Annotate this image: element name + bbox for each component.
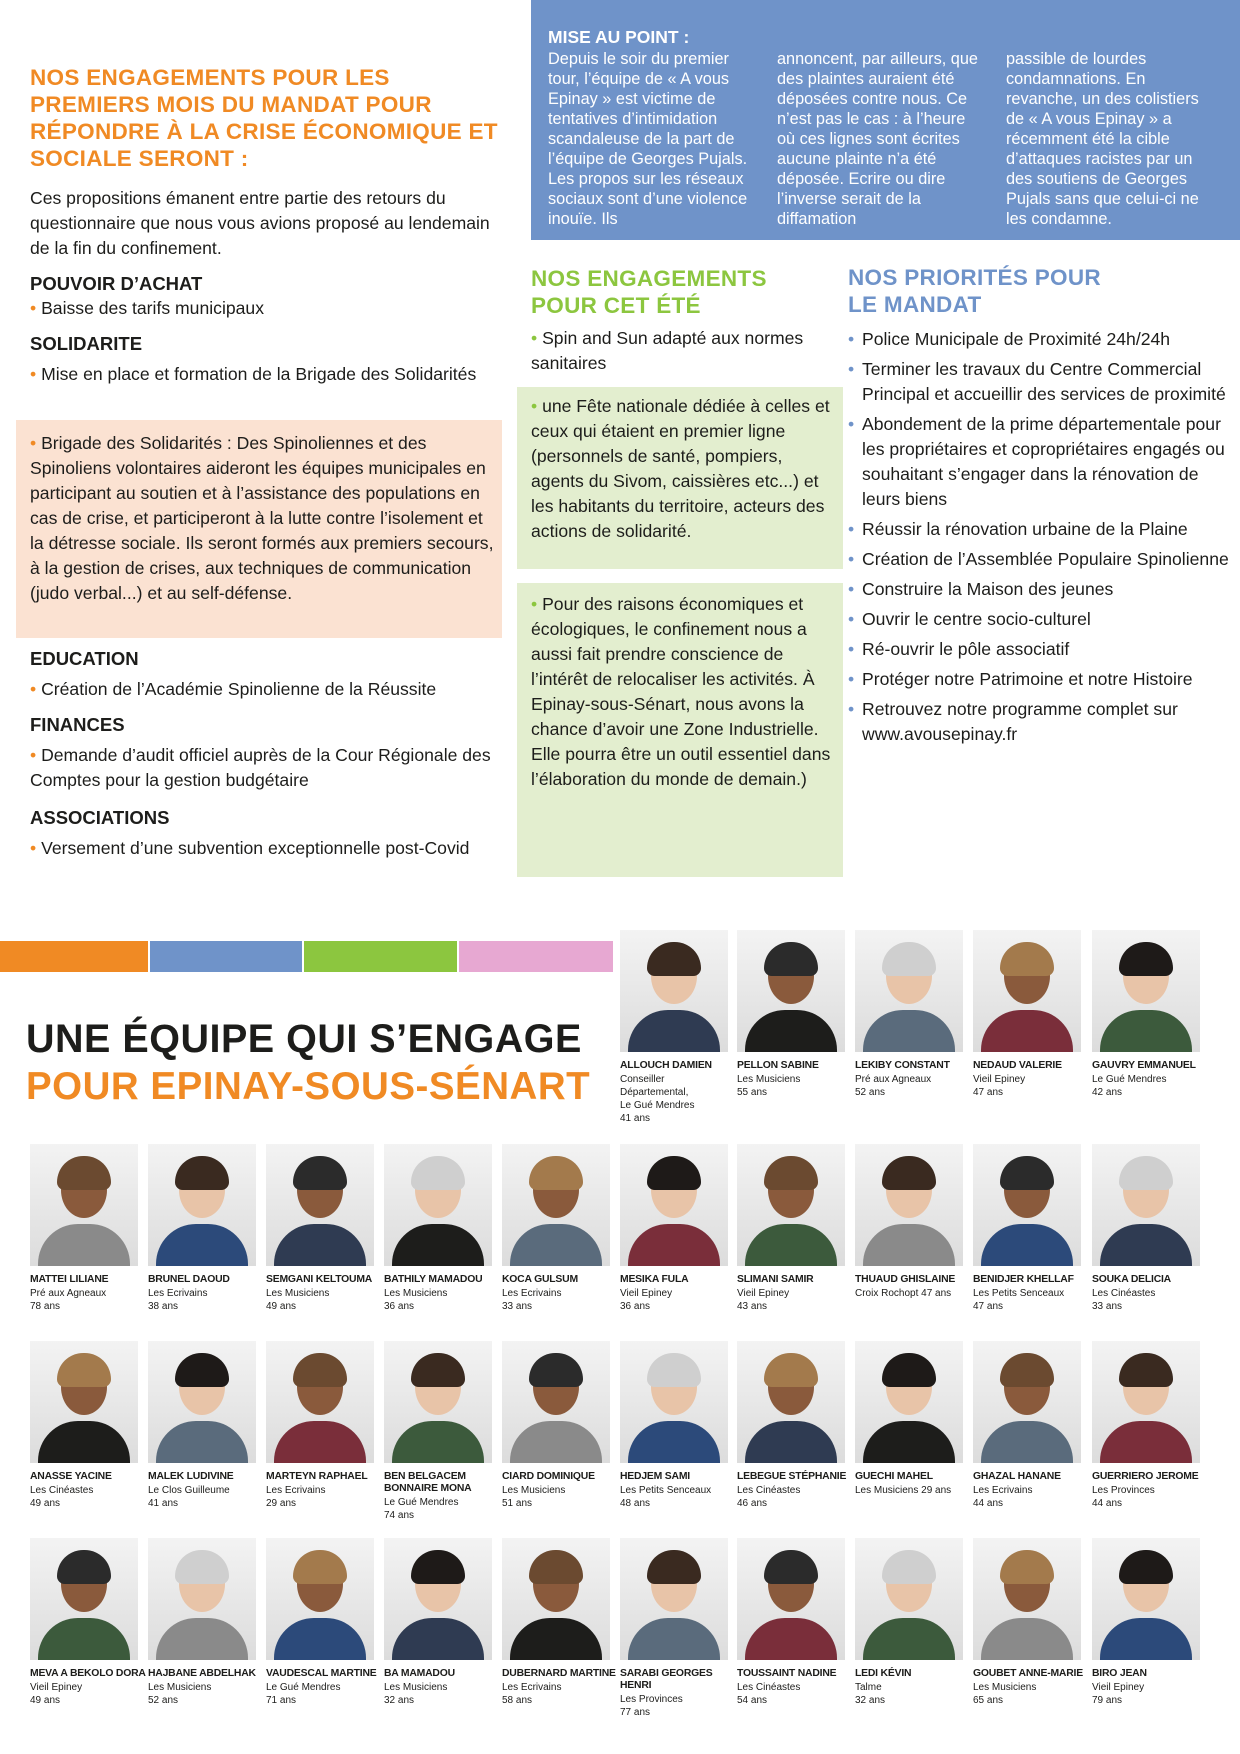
team-member bbox=[502, 1341, 620, 1510]
member-photo bbox=[737, 1341, 845, 1463]
bullet-icon: • bbox=[30, 679, 37, 699]
member-info: Les Petits Senceaux 47 ans bbox=[973, 1288, 1065, 1312]
member-photo bbox=[384, 1341, 492, 1463]
team-member bbox=[973, 1538, 1091, 1707]
team-member bbox=[737, 930, 855, 1099]
member-name: TOUSSAINT NADINE bbox=[737, 1668, 837, 1679]
team-member bbox=[973, 1144, 1091, 1313]
team-member bbox=[266, 1341, 384, 1510]
member-name: NEDAUD VALERIE bbox=[973, 1060, 1062, 1071]
team-member bbox=[266, 1144, 384, 1313]
member-photo bbox=[855, 1538, 963, 1660]
member-info: Les Musiciens 29 ans bbox=[855, 1485, 952, 1496]
finances-heading: FINANCES bbox=[30, 714, 125, 735]
member-photo bbox=[620, 1341, 728, 1463]
member-info: Les Musiciens 55 ans bbox=[737, 1074, 801, 1098]
member-photo bbox=[855, 930, 963, 1052]
member-name: MEVA A BEKOLO DORA bbox=[30, 1668, 146, 1679]
member-name: BIRO JEAN bbox=[1092, 1668, 1147, 1679]
bullet-icon: • bbox=[531, 396, 538, 416]
member-name: GHAZAL HANANE bbox=[973, 1471, 1061, 1482]
bullet-icon: • bbox=[848, 519, 855, 539]
priorites-mandat-title: NOS PRIORITÉS POUR LE MANDAT bbox=[848, 265, 1101, 317]
member-info: Vieil Epiney 49 ans bbox=[30, 1682, 83, 1706]
priorite-item: • Création de l’Assemblée Populaire Spinolienne bbox=[848, 547, 1233, 572]
member-photo bbox=[384, 1144, 492, 1266]
team-title: UNE ÉQUIPE QUI S’ENGAGE bbox=[26, 1017, 582, 1061]
priorite-item: • Retrouvez notre programme complet sur www.avousepinay.fr bbox=[848, 699, 1178, 744]
bullet-icon: • bbox=[848, 699, 855, 719]
team-member bbox=[737, 1144, 855, 1313]
member-name: MATTEI LILIANE bbox=[30, 1274, 109, 1285]
team-member bbox=[737, 1341, 855, 1510]
bullet-icon: • bbox=[848, 329, 855, 349]
education-item: • Création de l’Académie Spinolienne de la Réussite bbox=[30, 679, 437, 699]
member-info: Vieil Epiney 47 ans bbox=[973, 1074, 1026, 1098]
member-photo bbox=[502, 1538, 610, 1660]
member-name: LEBEGUE STÉPHANIE bbox=[737, 1471, 847, 1482]
member-info: Les Musiciens 32 ans bbox=[384, 1682, 448, 1706]
engagements-ete-title: NOS ENGAGEMENTS POUR CET ÉTÉ bbox=[531, 266, 767, 318]
member-info: Les Provinces 44 ans bbox=[1092, 1485, 1155, 1509]
member-photo bbox=[148, 1341, 256, 1463]
member-photo bbox=[502, 1144, 610, 1266]
member-name: MARTEYN RAPHAEL bbox=[266, 1471, 368, 1482]
bullet-icon: • bbox=[531, 594, 538, 614]
bullet-icon: • bbox=[531, 328, 538, 348]
bullet-icon: • bbox=[848, 414, 855, 434]
bullet-icon: • bbox=[848, 579, 855, 599]
member-info: Les Ecrivains 44 ans bbox=[973, 1485, 1033, 1509]
member-info: Les Ecrivains 38 ans bbox=[148, 1288, 208, 1312]
team-member bbox=[620, 1341, 738, 1510]
member-name: SOUKA DELICIA bbox=[1092, 1274, 1171, 1285]
member-name: BRUNEL DAOUD bbox=[148, 1274, 230, 1285]
priorite-item: • Construire la Maison des jeunes bbox=[848, 577, 1233, 602]
bullet-icon: • bbox=[848, 549, 855, 569]
member-photo bbox=[30, 1538, 138, 1660]
member-photo bbox=[973, 1144, 1081, 1266]
priorite-item: • Protéger notre Patrimoine et notre Histoire bbox=[848, 667, 1233, 692]
member-photo bbox=[737, 930, 845, 1052]
associations-heading: ASSOCIATIONS bbox=[30, 807, 170, 828]
member-info: Les Musiciens 36 ans bbox=[384, 1288, 448, 1312]
member-photo bbox=[30, 1144, 138, 1266]
finances-item: • Demande d’audit officiel auprès de la Cour Régionale des Comptes pour la gestion budgétaire bbox=[30, 745, 491, 790]
member-info: Les Cinéastes 54 ans bbox=[737, 1682, 801, 1706]
brigade-solidarites-text: • Brigade des Solidarités : Des Spinoliennes et des Spinoliens volontaires aideront les équipes municipales en participant au soutien et à l’assistance des populations en cas de crise, et participeront à la lutte contre l’isolement et la détresse sociale. Ils seront formés aux premiers secours, à la gestion de crises, aux techniques de communication (judo verbal...) et au self-défense. bbox=[30, 433, 494, 603]
ete-item-3: • Pour des raisons économiques et écologiques, le confinement nous a aussi fait prendre conscience de l’intérêt de relocaliser les activités. À Epinay-sous-Sénart, nous avons la chance d’avoir une Zone Industrielle. Elle pourra être un outil essentiel dans l’élaboration du monde de demain.) bbox=[531, 594, 831, 789]
member-info: Le Clos Guilleume 41 ans bbox=[148, 1485, 230, 1509]
member-photo bbox=[1092, 1538, 1200, 1660]
member-info: Conseiller Départemental, Le Gué Mendres 41 ans bbox=[620, 1074, 695, 1124]
member-photo bbox=[1092, 1341, 1200, 1463]
team-member bbox=[1092, 930, 1210, 1099]
priorite-item: • Ré-ouvrir le pôle associatif bbox=[848, 637, 1233, 662]
member-info: Les Musiciens 52 ans bbox=[148, 1682, 212, 1706]
bullet-icon: • bbox=[30, 838, 37, 858]
member-photo bbox=[855, 1144, 963, 1266]
member-info: Talme 32 ans bbox=[855, 1682, 886, 1706]
member-name: LEKIBY CONSTANT bbox=[855, 1060, 950, 1071]
member-name: SARABI GEORGES HENRI bbox=[620, 1668, 713, 1691]
member-info: Croix Rochopt 47 ans bbox=[855, 1288, 952, 1299]
member-name: MESIKA FULA bbox=[620, 1274, 689, 1285]
engagements-mandat-title: NOS ENGAGEMENTS POUR LES PREMIERS MOIS DU MANDAT POUR RÉPONDRE À LA CRISE ÉCONOMIQUE ET SOCIALE SERONT : bbox=[30, 65, 498, 171]
bullet-icon: • bbox=[848, 359, 855, 379]
member-photo bbox=[973, 1538, 1081, 1660]
education-heading: EDUCATION bbox=[30, 648, 139, 669]
team-member bbox=[30, 1144, 148, 1313]
member-photo bbox=[855, 1341, 963, 1463]
member-info: Les Cinéastes 49 ans bbox=[30, 1485, 94, 1509]
member-photo bbox=[737, 1144, 845, 1266]
team-member bbox=[384, 1538, 502, 1707]
member-name: ALLOUCH DAMIEN bbox=[620, 1060, 712, 1071]
member-name: BENIDJER KHELLAF bbox=[973, 1274, 1074, 1285]
member-info: Les Ecrivains 29 ans bbox=[266, 1485, 326, 1509]
member-info: Les Musiciens 65 ans bbox=[973, 1682, 1037, 1706]
strip-pink bbox=[459, 941, 613, 972]
member-name: BEN BELGACEM BONNAIRE MONA bbox=[384, 1471, 472, 1494]
member-photo bbox=[148, 1144, 256, 1266]
team-member bbox=[30, 1341, 148, 1510]
member-name: SEMGANI KELTOUMA bbox=[266, 1274, 373, 1285]
member-info: Pré aux Agneaux 52 ans bbox=[855, 1074, 932, 1098]
team-member bbox=[620, 1144, 738, 1313]
member-info: Les Musiciens 51 ans bbox=[502, 1485, 566, 1509]
priorite-item: • Abondement de la prime départementale pour les propriétaires et copropriétaires engagés ou souhaitant s’engager dans la rénovation de leurs biens bbox=[848, 414, 1225, 509]
member-photo bbox=[1092, 930, 1200, 1052]
solidarite-heading: SOLIDARITE bbox=[30, 333, 143, 354]
team-member bbox=[148, 1341, 266, 1510]
team-member bbox=[620, 1538, 738, 1719]
member-info: Les Cinéastes 33 ans bbox=[1092, 1288, 1156, 1312]
team-member bbox=[266, 1538, 384, 1707]
strip-orange bbox=[0, 941, 148, 972]
priorite-item: • Terminer les travaux du Centre Commercial Principal et accueillir des services de proximité bbox=[848, 359, 1226, 404]
member-name: VAUDESCAL MARTINE bbox=[266, 1668, 377, 1679]
team-subtitle: POUR EPINAY-SOUS-SÉNART bbox=[26, 1065, 591, 1108]
team-member bbox=[855, 1144, 973, 1300]
member-info: Vieil Epiney 79 ans bbox=[1092, 1682, 1145, 1706]
member-photo bbox=[266, 1144, 374, 1266]
team-member bbox=[502, 1538, 620, 1707]
member-info: Les Musiciens 49 ans bbox=[266, 1288, 330, 1312]
pouvoir-achat-item: • Baisse des tarifs municipaux bbox=[30, 298, 265, 318]
member-info: Vieil Epiney 43 ans bbox=[737, 1288, 790, 1312]
team-member bbox=[620, 930, 738, 1125]
member-info: Les Ecrivains 58 ans bbox=[502, 1682, 562, 1706]
member-photo bbox=[266, 1341, 374, 1463]
bullet-icon: • bbox=[848, 639, 855, 659]
member-photo bbox=[30, 1341, 138, 1463]
member-photo bbox=[973, 930, 1081, 1052]
priorite-item: • Ouvrir le centre socio-culturel bbox=[848, 607, 1233, 632]
member-photo bbox=[266, 1538, 374, 1660]
member-name: LEDI KÉVIN bbox=[855, 1668, 912, 1679]
priorite-item: • Police Municipale de Proximité 24h/24h bbox=[848, 327, 1233, 352]
member-name: CIARD DOMINIQUE bbox=[502, 1471, 595, 1482]
solidarite-item: • Mise en place et formation de la Brigade des Solidarités bbox=[30, 364, 477, 384]
member-name: ANASSE YACINE bbox=[30, 1471, 112, 1482]
bullet-icon: • bbox=[30, 364, 37, 384]
member-name: SLIMANI SAMIR bbox=[737, 1274, 814, 1285]
member-name: PELLON SABINE bbox=[737, 1060, 819, 1071]
bullet-icon: • bbox=[30, 298, 37, 318]
team-member bbox=[384, 1144, 502, 1313]
team-member bbox=[737, 1538, 855, 1707]
priorite-item: • Réussir la rénovation urbaine de la Plaine bbox=[848, 517, 1233, 542]
bullet-icon: • bbox=[30, 433, 37, 453]
member-info: Pré aux Agneaux 78 ans bbox=[30, 1288, 107, 1312]
priorites-list bbox=[848, 327, 1233, 752]
associations-item: • Versement d’une subvention exceptionnelle post-Covid bbox=[30, 838, 470, 858]
team-member bbox=[148, 1144, 266, 1313]
member-name: THUAUD GHISLAINE bbox=[855, 1274, 956, 1285]
pouvoir-achat-heading: POUVOIR D’ACHAT bbox=[30, 273, 203, 294]
member-name: GAUVRY EMMANUEL bbox=[1092, 1060, 1196, 1071]
team-member bbox=[384, 1341, 502, 1522]
bullet-icon: • bbox=[30, 745, 37, 765]
team-member bbox=[148, 1538, 266, 1707]
member-photo bbox=[973, 1341, 1081, 1463]
member-photo bbox=[502, 1341, 610, 1463]
member-info: Les Provinces 77 ans bbox=[620, 1694, 683, 1718]
ete-item-1: • Spin and Sun adapté aux normes sanitaires bbox=[531, 328, 804, 373]
member-info: Les Ecrivains 33 ans bbox=[502, 1288, 562, 1312]
mise-au-point-col3: passible de lourdes condamnations. En revanche, un des colistiers de « A vous Epinay » a récemment été la cible d’attaques racistes par un des soutiens de Georges Pujals sans que celui-ci ne les condamne. bbox=[1006, 50, 1199, 228]
member-photo bbox=[1092, 1144, 1200, 1266]
member-name: KOCA GULSUM bbox=[502, 1274, 578, 1285]
intro-paragraph: Ces propositions émanent entre partie des retours du questionnaire que nous vous avions proposé au lendemain de la fin du confinement. bbox=[30, 188, 490, 258]
member-info: Vieil Epiney 36 ans bbox=[620, 1288, 673, 1312]
team-member bbox=[30, 1538, 148, 1707]
strip-green bbox=[304, 941, 457, 972]
member-name: BATHILY MAMADOU bbox=[384, 1274, 483, 1285]
member-photo bbox=[620, 1144, 728, 1266]
bullet-icon: • bbox=[848, 669, 855, 689]
member-photo bbox=[737, 1538, 845, 1660]
team-member bbox=[1092, 1538, 1210, 1707]
strip-blue bbox=[150, 941, 302, 972]
member-name: HAJBANE ABDELHAK bbox=[148, 1668, 256, 1679]
member-info: Les Cinéastes 46 ans bbox=[737, 1485, 801, 1509]
member-info: Le Gué Mendres 74 ans bbox=[384, 1497, 459, 1521]
member-photo bbox=[148, 1538, 256, 1660]
team-member bbox=[1092, 1144, 1210, 1313]
member-info: Le Gué Mendres 71 ans bbox=[266, 1682, 341, 1706]
team-member bbox=[855, 1341, 973, 1497]
member-name: BA MAMADOU bbox=[384, 1668, 455, 1679]
member-name: DUBERNARD MARTINE bbox=[502, 1668, 616, 1679]
member-name: MALEK LUDIVINE bbox=[148, 1471, 234, 1482]
mise-au-point-title: MISE AU POINT : bbox=[548, 27, 690, 47]
team-member bbox=[855, 1538, 973, 1707]
member-photo bbox=[620, 930, 728, 1052]
mise-au-point-col1: Depuis le soir du premier tour, l’équipe de « A vous Epinay » est victime de tentatives d’intimidation scandaleuse de la part de l’équipe de Georges Pujals. Les propos sur les réseaux sociaux sont d’une violence inouïe. Ils bbox=[548, 50, 748, 228]
member-name: GUECHI MAHEL bbox=[855, 1471, 933, 1482]
member-info: Le Gué Mendres 42 ans bbox=[1092, 1074, 1167, 1098]
mise-au-point-col2: annoncent, par ailleurs, que des plaintes auraient été déposées contre nous. Ce n’est pas le cas : à l’heure où ces lignes sont écrites aucune plainte n’a été déposée. Ecrire ou dire l’inverse serait de la diffamation bbox=[777, 50, 978, 228]
team-member bbox=[973, 930, 1091, 1099]
member-photo bbox=[384, 1538, 492, 1660]
ete-item-2: • une Fête nationale dédiée à celles et ceux qui étaient en premier ligne (personnels de santé, pompiers, agents du Sivom, caissières etc...) et les habitants du territoire, acteurs des actions de solidarité. bbox=[531, 396, 830, 541]
team-member bbox=[1092, 1341, 1210, 1510]
member-name: GOUBET ANNE-MARIE bbox=[973, 1668, 1083, 1679]
team-member bbox=[855, 930, 973, 1099]
member-photo bbox=[620, 1538, 728, 1660]
bullet-icon: • bbox=[848, 609, 855, 629]
member-info: Les Petits Senceaux 48 ans bbox=[620, 1485, 712, 1509]
member-name: GUERRIERO JEROME bbox=[1092, 1471, 1199, 1482]
team-member bbox=[973, 1341, 1091, 1510]
member-name: HEDJEM SAMI bbox=[620, 1471, 690, 1482]
team-member bbox=[502, 1144, 620, 1313]
